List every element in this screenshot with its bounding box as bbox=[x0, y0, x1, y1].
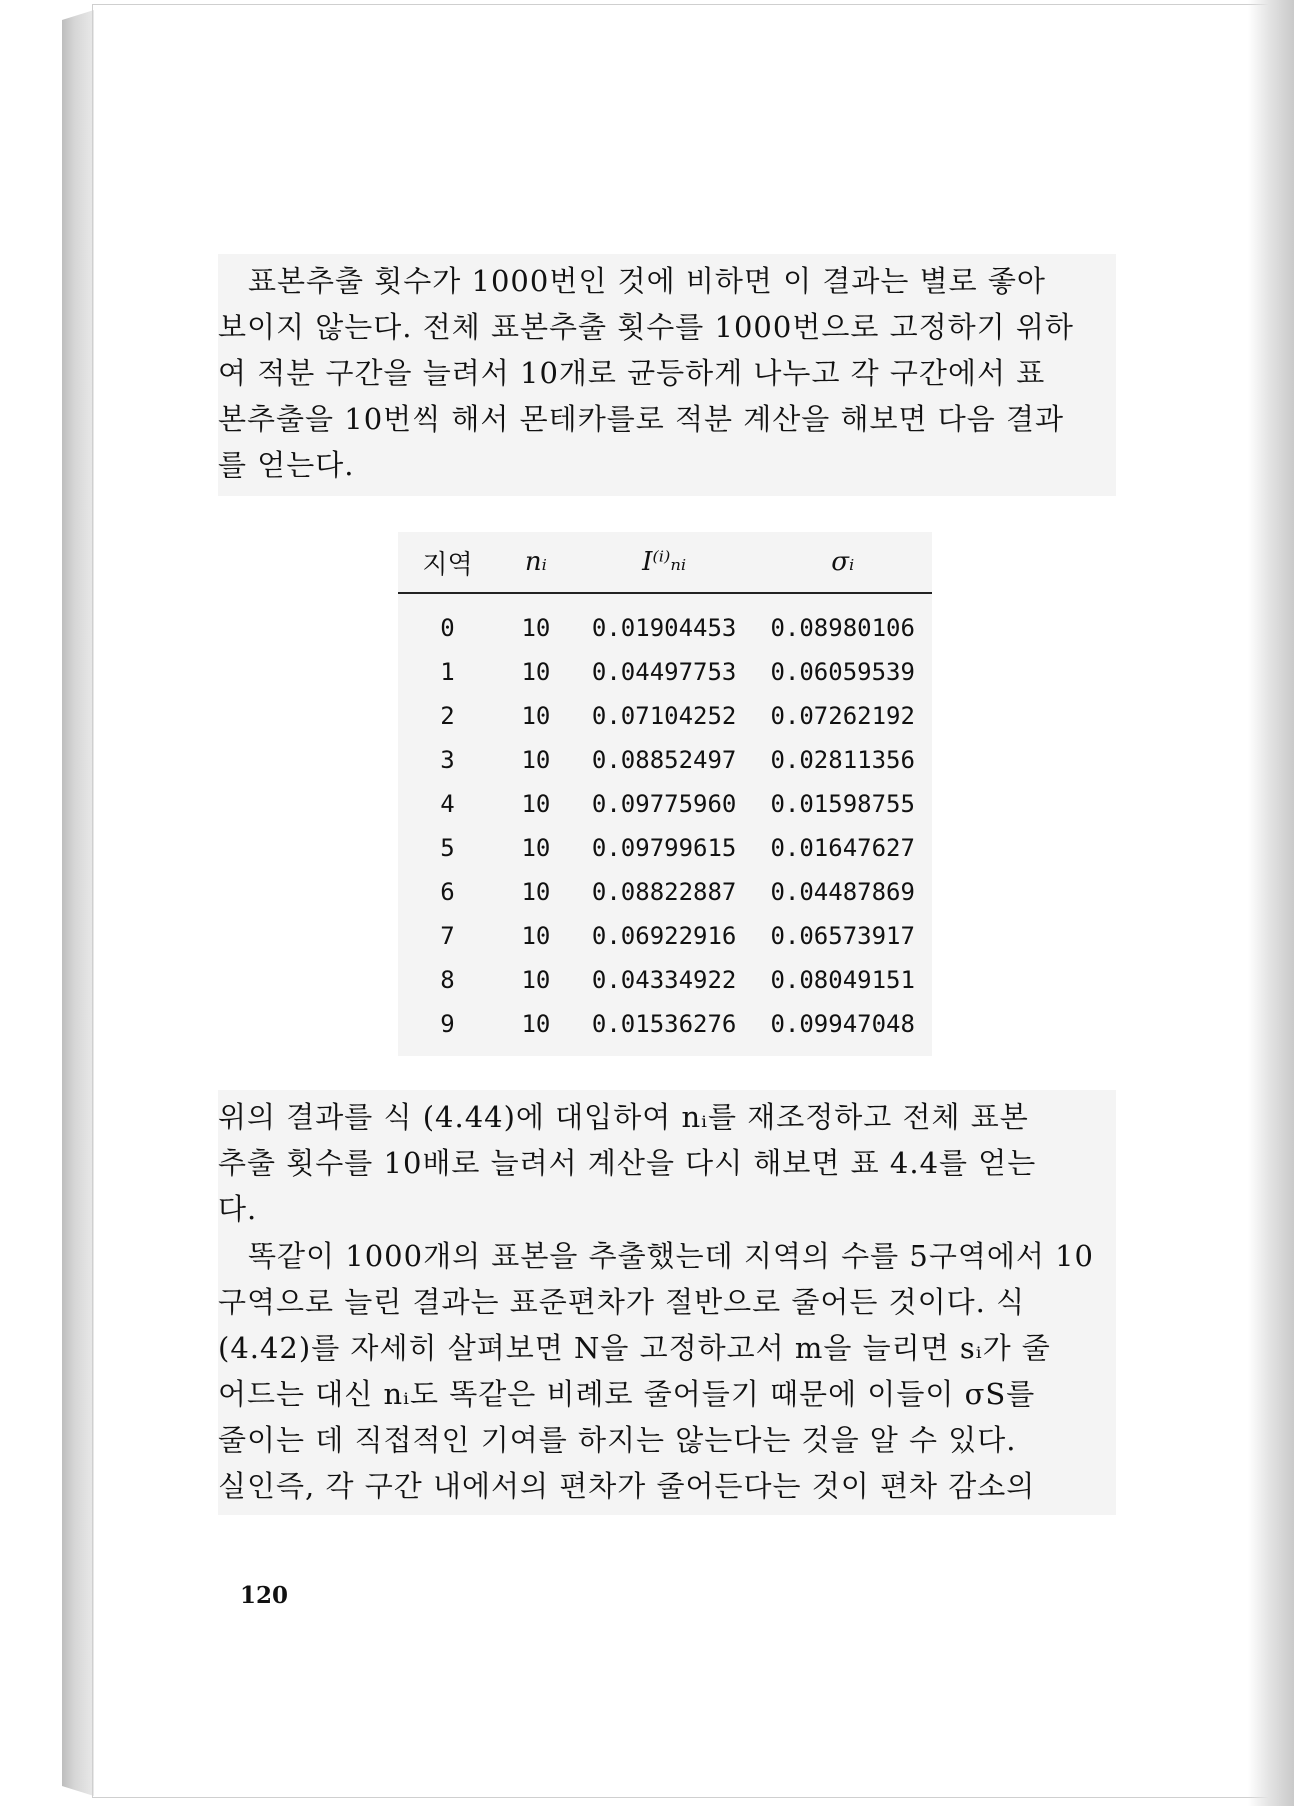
table-cell-integral: 0.07104252 bbox=[591, 702, 737, 730]
paragraph-line: (4.42)를 자세히 살펴보면 N을 고정하고서 m을 늘리면 sᵢ가 줄 bbox=[218, 1331, 1051, 1365]
table-cell-region: 4 bbox=[440, 790, 455, 818]
book-spine-edge bbox=[62, 10, 94, 1796]
paragraph-2 bbox=[218, 1090, 1116, 1236]
table-cell-n: 10 bbox=[521, 1010, 551, 1038]
table-row bbox=[398, 738, 932, 782]
paragraph-line: 구역으로 늘린 결과는 표준편차가 절반으로 줄어든 것이다. 식 bbox=[218, 1285, 1026, 1319]
table-cell-sigma: 0.07262192 bbox=[770, 702, 915, 730]
paragraph-line: 똑같이 1000개의 표본을 추출했는데 지역의 수를 5구역에서 10 bbox=[248, 1239, 1094, 1273]
table-cell-region: 0 bbox=[440, 614, 455, 642]
paragraph-line: 실인즉, 각 구간 내에서의 편차가 줄어든다는 것이 편차 감소의 bbox=[218, 1469, 1036, 1503]
table-cell-region: 1 bbox=[440, 658, 455, 686]
paragraph-1 bbox=[218, 254, 1116, 496]
table-row bbox=[398, 958, 932, 1002]
table-cell-n: 10 bbox=[521, 878, 551, 906]
table-cell-n: 10 bbox=[521, 834, 551, 862]
table-row bbox=[398, 826, 932, 870]
table-cell-n: 10 bbox=[521, 922, 551, 950]
table-row bbox=[398, 593, 932, 650]
table-cell-region: 7 bbox=[440, 922, 455, 950]
table-cell-sigma: 0.08049151 bbox=[770, 966, 915, 994]
table-cell-integral: 0.04497753 bbox=[591, 658, 737, 686]
table-cell-sigma: 0.01598755 bbox=[770, 790, 915, 818]
table-cell-integral: 0.09775960 bbox=[591, 790, 737, 818]
table-header-row bbox=[398, 532, 932, 593]
table-cell-n: 10 bbox=[521, 790, 551, 818]
paragraph-line: 줄이는 데 직접적인 기여를 하지는 않는다는 것을 알 수 있다. bbox=[218, 1423, 1017, 1457]
paragraph-line: 여 적분 구간을 늘려서 10개로 균등하게 나누고 각 구간에서 표 bbox=[218, 356, 1046, 390]
table-cell-integral: 0.08822887 bbox=[591, 878, 737, 906]
paragraph-line: 표본추출 횟수가 1000번인 것에 비하면 이 결과는 별로 좋아 bbox=[248, 264, 1046, 298]
table-row bbox=[398, 1002, 932, 1046]
table-cell-n: 10 bbox=[521, 746, 551, 774]
table-cell-integral: 0.06922916 bbox=[591, 922, 737, 950]
header-region: 지역 bbox=[398, 532, 497, 593]
table-cell-region: 3 bbox=[440, 746, 455, 774]
page-number: 120 bbox=[240, 1582, 289, 1609]
header-integral: I⁽ⁱ⁾ₙᵢ bbox=[575, 532, 754, 593]
table-cell-integral: 0.01904453 bbox=[591, 614, 737, 642]
results-table bbox=[398, 532, 932, 1046]
table-row bbox=[398, 870, 932, 914]
table-cell-region: 8 bbox=[440, 966, 455, 994]
results-table-container bbox=[398, 532, 932, 1056]
table-body bbox=[398, 593, 932, 1046]
table-cell-sigma: 0.08980106 bbox=[770, 614, 915, 642]
table-cell-sigma: 0.02811356 bbox=[770, 746, 915, 774]
table-cell-sigma: 0.09947048 bbox=[770, 1010, 915, 1038]
table-cell-integral: 0.01536276 bbox=[591, 1010, 737, 1038]
table-row bbox=[398, 650, 932, 694]
table-cell-n: 10 bbox=[521, 966, 551, 994]
paragraph-3 bbox=[218, 1233, 1116, 1515]
table-cell-sigma: 0.01647627 bbox=[770, 834, 915, 862]
table-cell-region: 2 bbox=[440, 702, 455, 730]
table-cell-n: 10 bbox=[521, 702, 551, 730]
table-cell-integral: 0.04334922 bbox=[591, 966, 737, 994]
page-right-shadow bbox=[1248, 0, 1294, 1806]
paragraph-line: 어드는 대신 nᵢ도 똑같은 비례로 줄어들기 때문에 이들이 σS를 bbox=[218, 1377, 1036, 1411]
paragraph-line: 를 얻는다. bbox=[218, 448, 355, 482]
table-cell-integral: 0.09799615 bbox=[591, 834, 737, 862]
table-cell-n: 10 bbox=[521, 614, 551, 642]
table-row bbox=[398, 694, 932, 738]
table-cell-sigma: 0.04487869 bbox=[770, 878, 915, 906]
table-cell-integral: 0.08852497 bbox=[591, 746, 737, 774]
paragraph-line: 추출 횟수를 10배로 늘려서 계산을 다시 해보면 표 4.4를 얻는 bbox=[218, 1146, 1037, 1180]
table-cell-region: 5 bbox=[440, 834, 455, 862]
paragraph-line: 다. bbox=[218, 1192, 258, 1226]
table-row bbox=[398, 914, 932, 958]
table-cell-region: 6 bbox=[440, 878, 455, 906]
table-cell-sigma: 0.06059539 bbox=[770, 658, 915, 686]
header-sigma: σᵢ bbox=[753, 532, 932, 593]
paragraph-line: 위의 결과를 식 (4.44)에 대입하여 nᵢ를 재조정하고 전체 표본 bbox=[218, 1100, 1029, 1134]
table-cell-sigma: 0.06573917 bbox=[770, 922, 915, 950]
header-n: nᵢ bbox=[497, 532, 575, 593]
table-row bbox=[398, 782, 932, 826]
paragraph-line: 본추출을 10번씩 해서 몬테카를로 적분 계산을 해보면 다음 결과 bbox=[218, 402, 1064, 436]
table-cell-region: 9 bbox=[440, 1010, 455, 1038]
table-cell-n: 10 bbox=[521, 658, 551, 686]
paragraph-line: 보이지 않는다. 전체 표본추출 횟수를 1000번으로 고정하기 위하 bbox=[218, 310, 1074, 344]
